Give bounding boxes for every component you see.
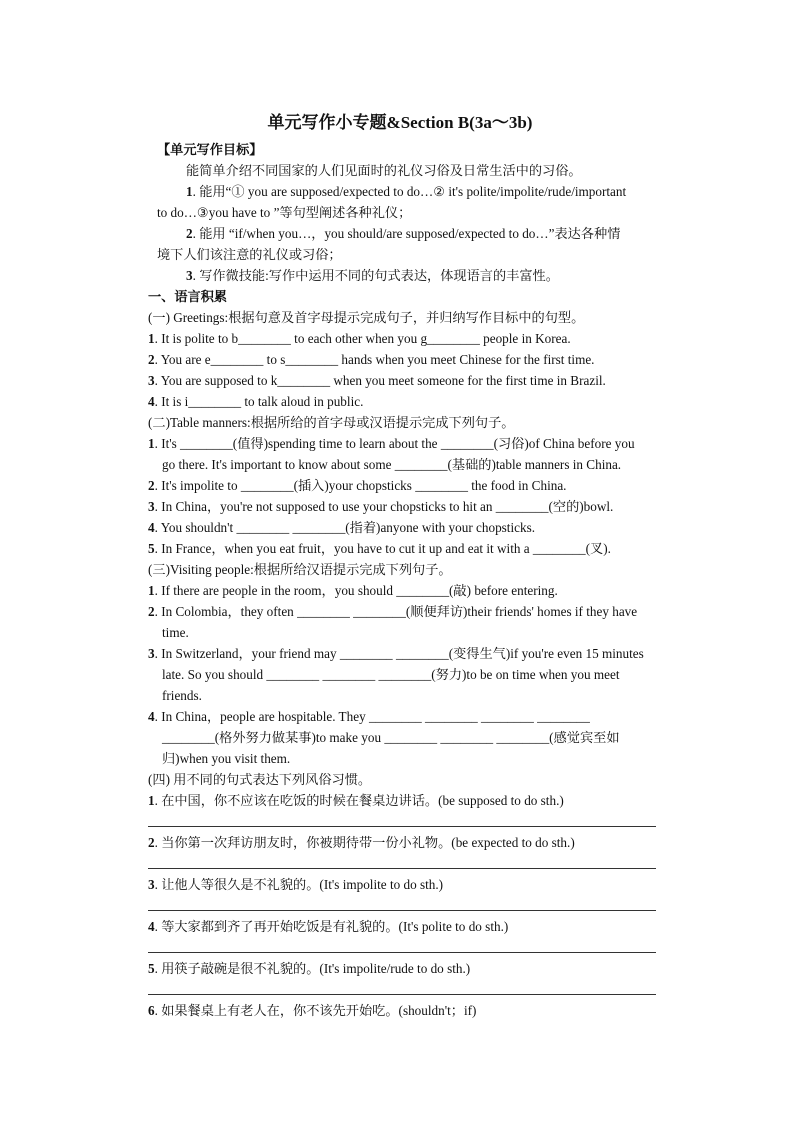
item-text: . 在中国，你不应该在吃饭的时候在餐桌边讲话。(be supposed to do sth.) [154, 793, 564, 808]
list-item [148, 477, 566, 495]
item-number: 4 [148, 919, 155, 934]
list-item [148, 435, 635, 453]
item-number: 5 [148, 541, 155, 556]
list-item [148, 960, 470, 978]
item-number: 3 [148, 373, 155, 388]
list-item-continued: late. So you should ________ ________ ________(努力)to be on time when you meet [162, 667, 620, 682]
list-item-continued: 归)when you visit them. [162, 751, 291, 766]
item-text: . In China，you're not supposed to use your chopsticks to hit an ________(空的)bowl. [154, 499, 614, 514]
goal-text: . 写作微技能:写作中运用不同的句式表达，体现语言的丰富性。 [192, 268, 559, 283]
goal-number: 3 [186, 268, 193, 283]
item-number: 4 [148, 709, 155, 724]
item-text: . It's impolite to ________(插入)your chopsticks ________ the food in China. [154, 478, 567, 493]
page-title: 单元写作小专题&Section B(3a～3b) [267, 113, 533, 132]
item-number: 2 [148, 478, 155, 493]
list-item [148, 372, 606, 390]
item-number: 2 [148, 835, 155, 850]
item-text: . 当你第一次拜访朋友时，你被期待带一份小礼物。(be expected to do sth.) [154, 835, 575, 850]
item-text: . It's ________(值得)spending time to learn about the ________(习俗)of China before you [154, 436, 635, 451]
item-text: . 让他人等很久是不礼貌的。(It's impolite to do sth.) [154, 877, 444, 892]
goal-3 [186, 267, 559, 285]
item-number: 2 [148, 352, 155, 367]
answer-line[interactable] [148, 826, 656, 827]
list-item [148, 918, 508, 936]
list-item [148, 834, 575, 852]
list-item [148, 708, 590, 726]
list-item [148, 876, 443, 894]
item-number: 3 [148, 877, 155, 892]
item-text: . 等大家都到齐了再开始吃饭是有礼貌的。(It's polite to do sth.) [154, 919, 509, 934]
item-number: 1 [148, 436, 155, 451]
item-number: 1 [148, 331, 155, 346]
list-item [148, 645, 644, 663]
item-text: . In China，people are hospitable. They ________ ________ ________ ________ [154, 709, 590, 724]
part-d-heading: (四) 用不同的句式表达下列风俗习惯。 [148, 772, 372, 787]
item-text: . You are e________ to s________ hands when you meet Chinese for the first time. [154, 352, 595, 367]
goal-intro: 能简单介绍不同国家的人们见面时的礼仪习俗及日常生活中的习俗。 [186, 163, 582, 178]
item-number: 6 [148, 1003, 155, 1018]
list-item [148, 1002, 476, 1020]
answer-line[interactable] [148, 910, 656, 911]
part-c-heading: (三)Visiting people:根据所给汉语提示完成下列句子。 [148, 562, 452, 577]
item-text: . You shouldn't ________ ________(指着)anyone with your chopsticks. [154, 520, 536, 535]
list-item [148, 540, 611, 558]
list-item-continued: time. [162, 625, 189, 640]
goal-heading: 【单元写作目标】 [157, 142, 263, 157]
list-item-continued: ________(格外努力做某事)to make you ________ ________ ________(感觉宾至如 [162, 730, 620, 745]
list-item [148, 519, 535, 537]
goal-number: 1 [186, 184, 193, 199]
list-item [148, 582, 558, 600]
item-text: . 用筷子敲碗是很不礼貌的。(It's impolite/rude to do sth.) [154, 961, 471, 976]
list-item [148, 792, 564, 810]
section-heading: 一、语言积累 [148, 289, 228, 304]
answer-line[interactable] [148, 952, 656, 953]
list-item [148, 330, 571, 348]
item-number: 1 [148, 583, 155, 598]
item-text: . In France，when you eat fruit，you have to cut it up and eat it with a ________(叉). [154, 541, 611, 556]
item-text: . If there are people in the room，you should ________(敲) before entering. [154, 583, 558, 598]
answer-line[interactable] [148, 868, 656, 869]
item-number: 5 [148, 961, 155, 976]
answer-line[interactable] [148, 994, 656, 995]
goal-text: . 能用 “if/when you…，you should/are supposed/expected to do…”表达各种情 [192, 226, 621, 241]
item-text: . You are supposed to k________ when you meet someone for the first time in Brazil. [154, 373, 606, 388]
item-text: . It is i________ to talk aloud in public. [154, 394, 364, 409]
item-number: 3 [148, 499, 155, 514]
item-text: . 如果餐桌上有老人在，你不该先开始吃。(shouldn't；if) [154, 1003, 477, 1018]
item-number: 1 [148, 793, 155, 808]
item-text: . It is polite to b________ to each other when you g________ people in Korea. [154, 331, 571, 346]
goal-text: . 能用“① you are supposed/expected to do…② it's polite/impolite/rude/important [192, 184, 627, 199]
part-b-heading: (二)Table manners:根据所给的首字母或汉语提示完成下列句子。 [148, 415, 515, 430]
part-a-heading: (一) Greetings:根据句意及首字母提示完成句子，并归纳写作目标中的句型。 [148, 310, 585, 325]
goal-1 [186, 183, 626, 201]
item-number: 2 [148, 604, 155, 619]
list-item [148, 603, 637, 621]
goal-1-continued: to do…③you have to ”等句型阐述各种礼仪； [157, 205, 412, 220]
item-text: . In Switzerland，your friend may ________ ________(变得生气)if you're even 15 minutes [154, 646, 644, 661]
list-item [148, 498, 613, 516]
item-number: 3 [148, 646, 155, 661]
list-item [148, 351, 594, 369]
goal-2 [186, 225, 620, 243]
item-number: 4 [148, 520, 155, 535]
goal-number: 2 [186, 226, 193, 241]
item-text: . In Colombia，they often ________ ________(顺便拜访)their friends' homes if they have [154, 604, 638, 619]
goal-2-continued: 境下人们该注意的礼仪或习俗； [157, 247, 342, 262]
list-item-continued: go there. It's important to know about some ________(基础的)table manners in China. [162, 457, 622, 472]
list-item-continued: friends. [162, 688, 202, 703]
list-item [148, 393, 363, 411]
item-number: 4 [148, 394, 155, 409]
